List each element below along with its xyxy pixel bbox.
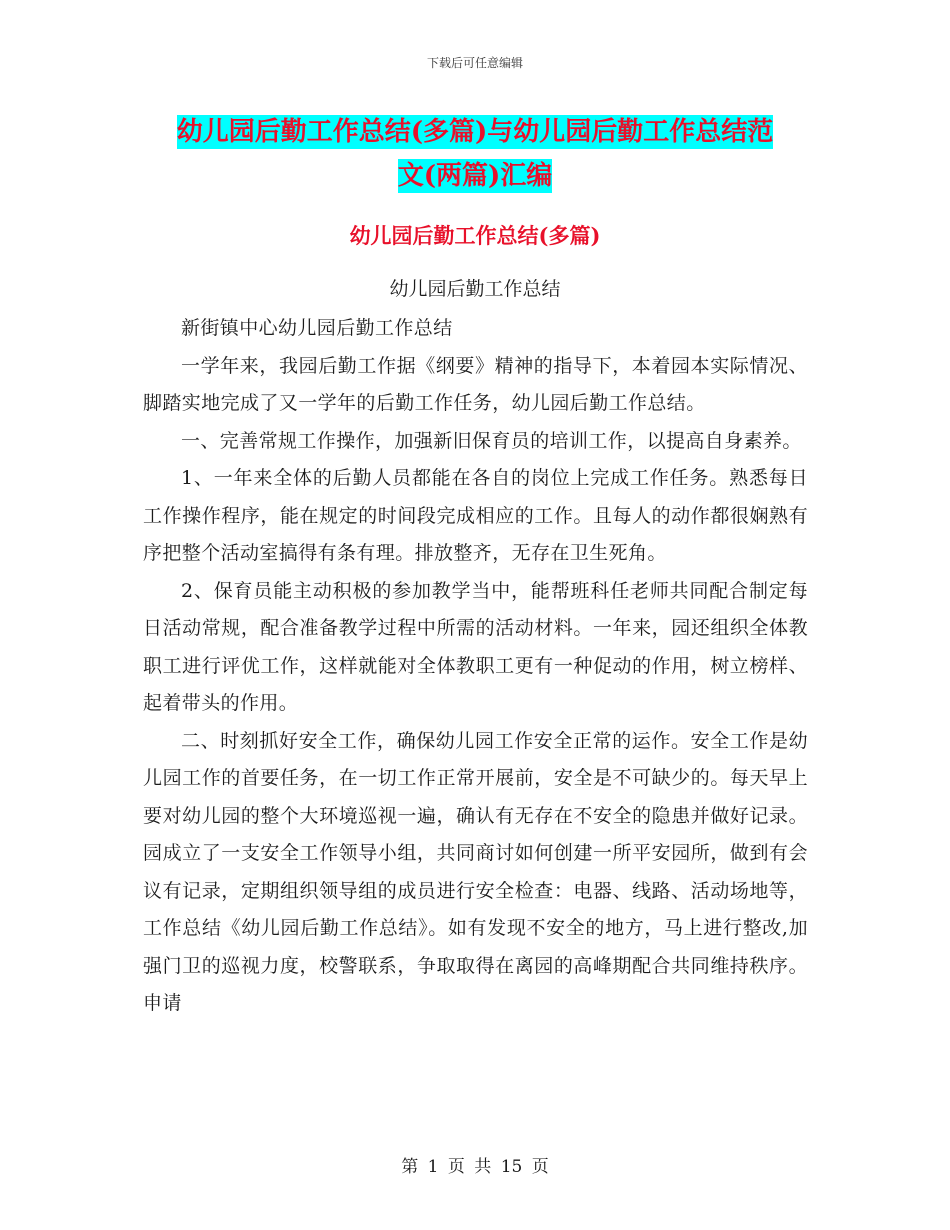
document-title	[140, 110, 810, 198]
page-header-note: 下载后可任意编辑	[426, 56, 523, 70]
paragraph: 一、完善常规工作操作，加强新旧保育员的培训工作，以提高自身素养。	[181, 429, 802, 452]
document-title-line-2: 文(两篇)汇编	[397, 161, 553, 191]
document-body	[143, 310, 808, 1023]
paragraph: 一学年来，我园后勤工作据《纲要》精神的指导下，本着园本实际情况、脚踏实地完成了又一学年的后勤工作任务，幼儿园后勤工作总结。	[143, 354, 808, 414]
page-number: 第 1 页 共 15 页	[401, 1157, 549, 1177]
paragraph: 二、时刻抓好安全工作，确保幼儿园工作安全正常的运作。安全工作是幼儿园工作的首要任务，在一切工作正常开展前，安全是不可缺少的。每天早上要对幼儿园的整个大环境巡视一遍，确认有无存在不安全的隐患并做好记录。园成立了一支安全工作领导小组，共同商讨如何创建一所平安园所，做到有会议有记录，定期组织领导组的成员进行安全检查：电器、线路、活动场地等，工作总结《幼儿园后勤工作总结》。如有发现不安全的地方，马上进行整改,加强门卫的巡视力度，校警联系，争取取得在离园的高峰期配合共同维持秩序。申请	[143, 729, 808, 1014]
paragraph: 1、一年来全体的后勤人员都能在各自的岗位上完成工作任务。熟悉每日工作操作程序，能在规定的时间段完成相应的工作。且每人的动作都很娴熟有序把整个活动室搞得有条有理。排放整齐，无存在卫生死角。	[143, 467, 808, 564]
document-title-line-1: 幼儿园后勤工作总结(多篇)与幼儿园后勤工作总结范	[176, 117, 774, 147]
paragraph: 新街镇中心幼儿园后勤工作总结	[181, 317, 453, 339]
section-title: 幼儿园后勤工作总结(多篇)	[349, 223, 601, 248]
section-subtitle: 幼儿园后勤工作总结	[389, 278, 561, 300]
paragraph: 2、保育员能主动积极的参加教学当中，能帮班科任老师共同配合制定每日活动常规，配合准备教学过程中所需的活动材料。一年来，园还组织全体教职工进行评优工作，这样就能对全体教职工更有一种促动的作用，树立榜样、起着带头的作用。	[143, 579, 808, 714]
